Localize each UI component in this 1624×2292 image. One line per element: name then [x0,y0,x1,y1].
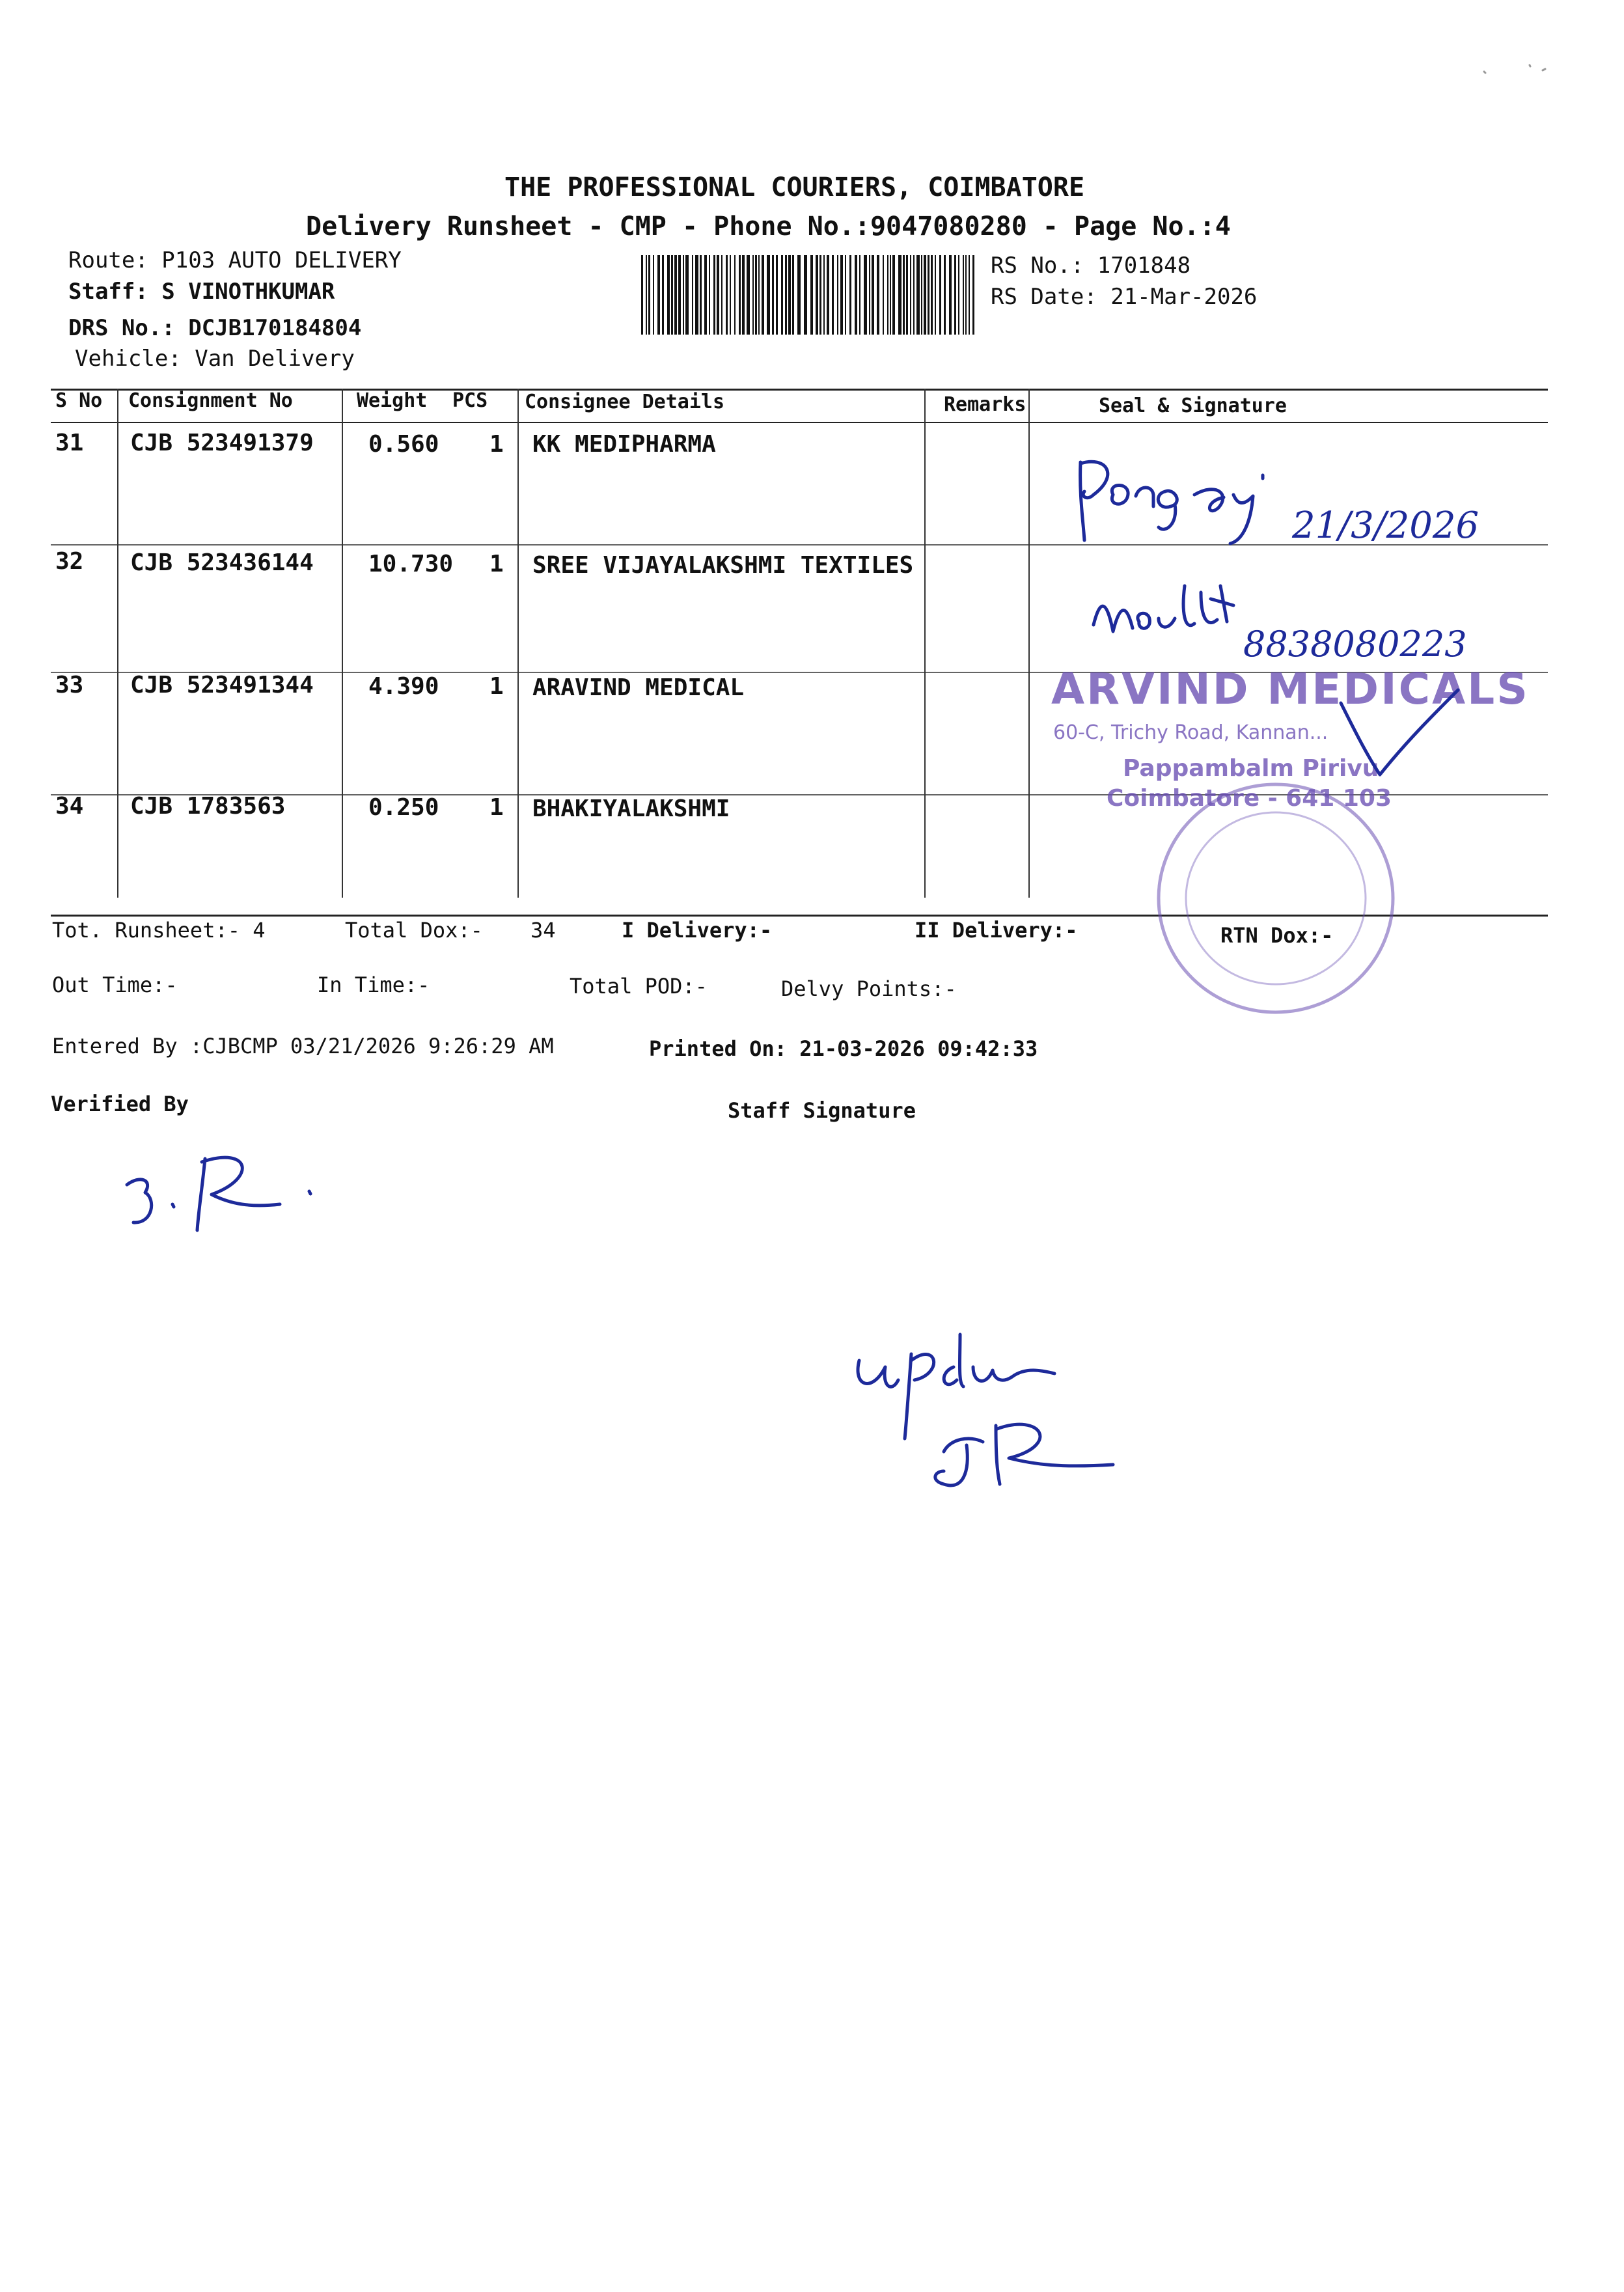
vehicle-label: Vehicle: Van Delivery [75,346,355,372]
barcode-bar [810,255,813,335]
column-divider [1028,389,1030,898]
column-divider [517,389,519,898]
barcode-bar [662,255,664,335]
barcode-bar [797,255,801,335]
row-34-consignee: BHAKIYALAKSHMI [532,795,730,822]
barcode-bar [823,255,825,335]
barcode-bar [695,255,698,335]
barcode-bar [734,255,736,335]
route-label: Route: P103 AUTO DELIVERY [68,247,402,273]
barcode-bar [781,255,783,335]
barcode-bar [840,255,843,335]
column-divider [342,389,343,898]
barcode-bar [762,255,764,335]
barcode-bar [819,255,821,335]
barcode-bar [726,255,728,335]
barcode-bar [972,255,974,335]
column-divider [117,389,118,898]
barcode-bar [792,255,794,335]
verified-by-signature-image [120,1139,329,1250]
barcode-bar [887,255,888,335]
drs-number: DRS No.: DCJB170184804 [68,315,362,341]
header-consignment: Consignment No [128,389,293,412]
row-33-consignment: CJB 523491344 [130,672,314,698]
column-divider [924,389,926,898]
barcode-bar [906,255,908,335]
barcode-bar [678,255,681,335]
row-33-sno: 33 [55,672,84,698]
barcode-bar [872,255,874,335]
stamp-line-4: Coimbatore - 641 103 [1107,785,1392,812]
row-32-weight: 10.730 [368,551,454,577]
barcode-bar [855,255,857,335]
stamp-line-2: 60-C, Trichy Road, Kannan... [1053,721,1328,744]
row-32-consignment: CJB 523436144 [130,549,314,576]
barcode-bar [913,255,915,335]
barcode-bar [785,255,787,335]
total-pod-label: Total POD:- [570,974,708,999]
row-34-weight: 0.250 [368,794,439,821]
scan-speck-icon [1478,59,1556,85]
row-31-sno: 31 [55,430,84,456]
barcode-bar [767,255,770,335]
row-31-handwritten-date: 21/3/2026 [1292,504,1479,547]
barcode-bar [648,255,650,335]
barcode-bar [921,255,922,335]
barcode-bar [683,255,684,335]
barcode-bar [965,255,967,335]
barcode-bar [931,255,933,335]
row-31-pcs: 1 [489,431,504,458]
barcode-bar [752,255,754,335]
barcode-bar [713,255,715,335]
barcode-bar [890,255,891,335]
row-34-consignment: CJB 1783563 [130,793,286,820]
runsheet-subtitle: Delivery Runsheet - CMP - Phone No.:9047080280 - Page No.:4 [306,212,1231,242]
row-31-consignment: CJB 523491379 [130,430,314,456]
header-pcs: PCS [452,389,488,412]
i-delivery-label: I Delivery:- [622,918,773,943]
barcode-bar [869,255,870,335]
barcode-bar [758,255,760,335]
barcode-bar [832,255,834,335]
barcode-bar [864,255,867,335]
barcode-bar [646,255,647,335]
verified-by-label: Verified By [51,1092,189,1116]
barcode-bar [730,255,731,335]
update-note-handwriting-image [846,1315,1146,1510]
row-31-weight: 0.560 [368,431,439,458]
header-consignee: Consignee Details [525,391,725,413]
rs-date: RS Date: 21-Mar-2026 [991,284,1258,310]
total-dox-value: 34 [530,918,556,943]
barcode-bar [928,255,929,335]
barcode-bar [657,255,660,335]
header-weight: Weight [357,389,428,412]
barcode-bar [916,255,920,335]
barcode-bar [910,255,911,335]
barcode-bar [816,255,818,335]
barcode-bar [772,255,774,335]
barcode-bar [776,255,778,335]
barcode-bar [653,255,654,335]
row-33-weight: 4.390 [368,673,439,700]
barcode-bar [939,255,941,335]
barcode-bar [641,255,643,335]
barcode-bar [859,255,860,335]
stamp-line-3: Pappambalm Pirivu [1123,755,1379,782]
header-seal-signature: Seal & Signature [1099,394,1287,417]
total-dox-label: Total Dox:- [345,918,483,943]
barcode-bar [849,255,851,335]
barcode-bar [704,255,707,335]
row-32-consignee: SREE VIJAYALAKSHMI TEXTILES [532,552,914,579]
barcode-bar [883,255,884,335]
barcode-bar [788,255,791,335]
barcode-bar [717,255,719,335]
total-runsheet: Tot. Runsheet:- 4 [52,918,266,943]
delivery-points-label: Delvy Points:- [781,976,957,1001]
barcode-bar [877,255,879,335]
barcode-bar [903,255,905,335]
barcode-bar [837,255,838,335]
barcode-bar [755,255,757,335]
barcode-image [641,255,976,335]
barcode-bar [721,255,723,335]
barcode-bar [671,255,673,335]
rtn-dox-label: RTN Dox:- [1220,923,1334,948]
in-time-label: In Time:- [317,973,430,997]
barcode-bar [700,255,702,335]
barcode-bar [667,255,670,335]
barcode-bar [949,255,952,335]
row-33-check-mark-icon [1334,677,1465,794]
company-title: THE PROFESSIONAL COURIERS, COIMBATORE [504,173,1085,202]
printed-on: Printed On: 21-03-2026 09:42:33 [649,1036,1038,1061]
ii-delivery-label: II Delivery:- [915,918,1078,943]
barcode-bar [963,255,964,335]
barcode-bar [739,255,741,335]
barcode-bar [709,255,710,335]
entered-by: Entered By :CJBCMP 03/21/2026 9:26:29 AM [52,1034,554,1058]
header-remarks: Remarks [944,393,1026,416]
row-33-pcs: 1 [489,673,504,700]
barcode-bar [747,255,750,335]
row-32-sno: 32 [55,548,84,575]
barcode-bar [845,255,846,335]
barcode-bar [685,255,689,335]
barcode-bar [958,255,959,335]
barcode-bar [954,255,956,335]
barcode-bar [827,255,829,335]
barcode-bar [969,255,970,335]
barcode-bar [924,255,926,335]
header-sno: S No [55,389,103,412]
staff-signature-label: Staff Signature [728,1098,916,1123]
row-33-consignee: ARAVIND MEDICAL [532,674,745,701]
table-header-border [51,422,1548,423]
barcode-bar [892,255,895,335]
barcode-bar [804,255,807,335]
row-32-pcs: 1 [489,551,504,577]
row-31-consignee: KK MEDIPHARMA [532,431,716,458]
row-32-signature-image [1087,573,1243,657]
row-34-pcs: 1 [489,794,504,821]
barcode-bar [674,255,677,335]
row-34-sno: 34 [55,793,84,820]
barcode-bar [742,255,745,335]
barcode-bar [935,255,936,335]
stamp-line-1: ARVIND MEDICALS [1051,664,1530,714]
barcode-bar [692,255,693,335]
barcode-bar [898,255,901,335]
row-32-handwritten-phone: 8838080223 [1243,624,1467,665]
staff-label: Staff: S VINOTHKUMAR [68,279,335,305]
barcode-bar [944,255,946,335]
out-time-label: Out Time:- [52,973,178,997]
rs-number: RS No.: 1701848 [991,253,1191,279]
